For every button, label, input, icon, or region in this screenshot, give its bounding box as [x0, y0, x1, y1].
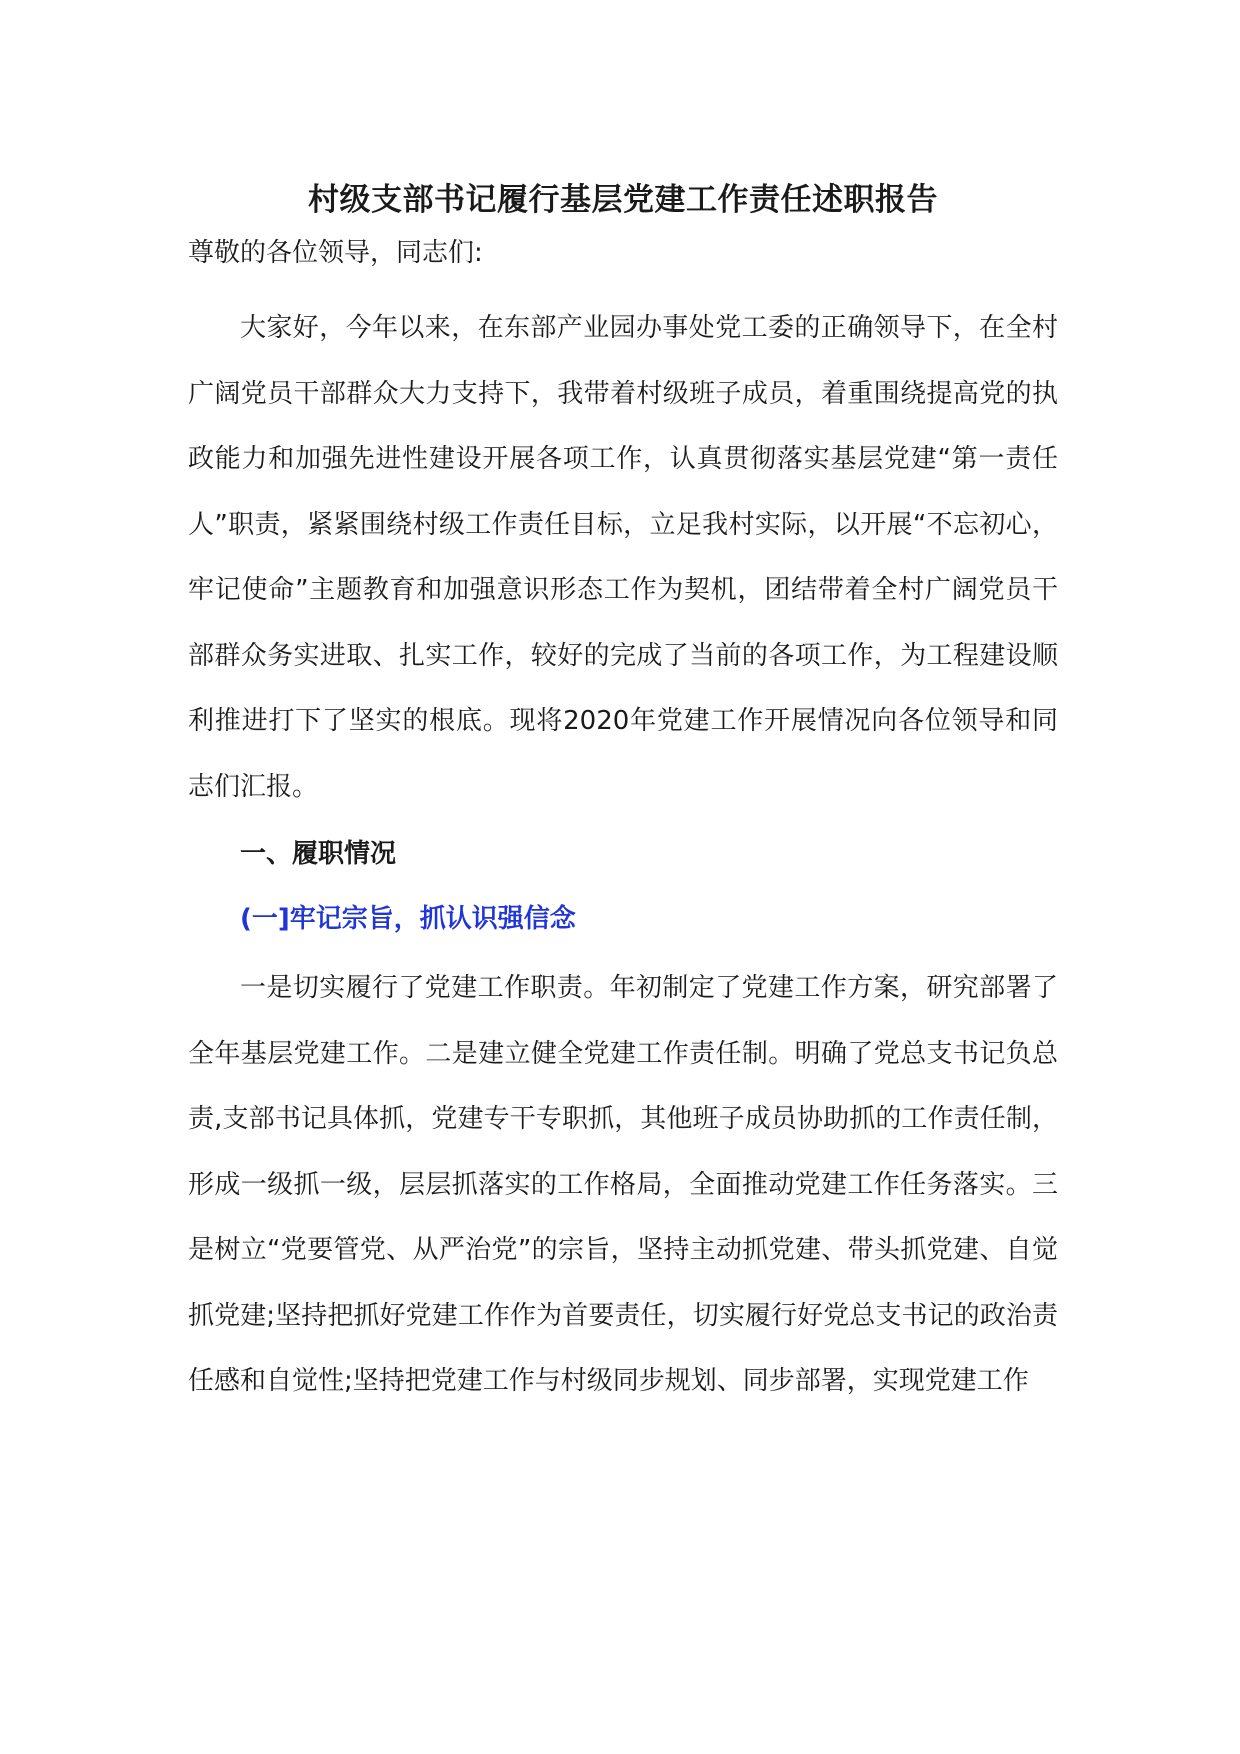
document-body: [188, 178, 1058, 1415]
intro-paragraph: 大家好，今年以来，在东部产业园办事处党工委的正确领导下，在全村广阔党员干部群众大力支持下，我带着村级班子成员，着重围绕提高党的执政能力和加强先进性建设开展各项工作，认真贯彻落实基层党建“第一责任人”职责，紧紧围绕村级工作责任目标，立足我村实际，以开展“不忘初心，牢记使命”主题教育和加强意识形态工作为契机，团结带着全村广阔党员干部群众务实进取、扎实工作，较好的完成了当前的各项工作，为工程建设顺利推进打下了坚实的根底。现将2020年党建工作开展情况向各位领导和同志们汇报。: [188, 313, 1058, 802]
document-title: 村级支部书记履行基层党建工作责任述职报告: [308, 182, 938, 218]
salutation: 尊敬的各位领导，同志们:: [188, 238, 483, 268]
body-paragraph: 一是切实履行了党建工作职责。年初制定了党建工作方案，研究部署了全年基层党建工作。二是建立健全党建工作责任制。明确了党总支书记负总责,支部书记具体抓，党建专干专职抓，其他班子成员协助抓的工作责任制，形成一级抓一级，层层抓落实的工作格局，全面推动党建工作任务落实。三是树立“党要管党、从严治党”的宗旨，坚持主动抓党建、带头抓党建、自觉抓党建;坚持把抓好党建工作作为首要责任，切实履行好党总支书记的政治责任感和自觉性;坚持把党建工作与村级同步规划、同步部署，实现党建工作: [188, 973, 1058, 1396]
section-heading-1: 一、履职情况: [240, 839, 397, 869]
subsection-heading-1: (一]牢记宗旨，抓认识强信念: [240, 904, 576, 934]
